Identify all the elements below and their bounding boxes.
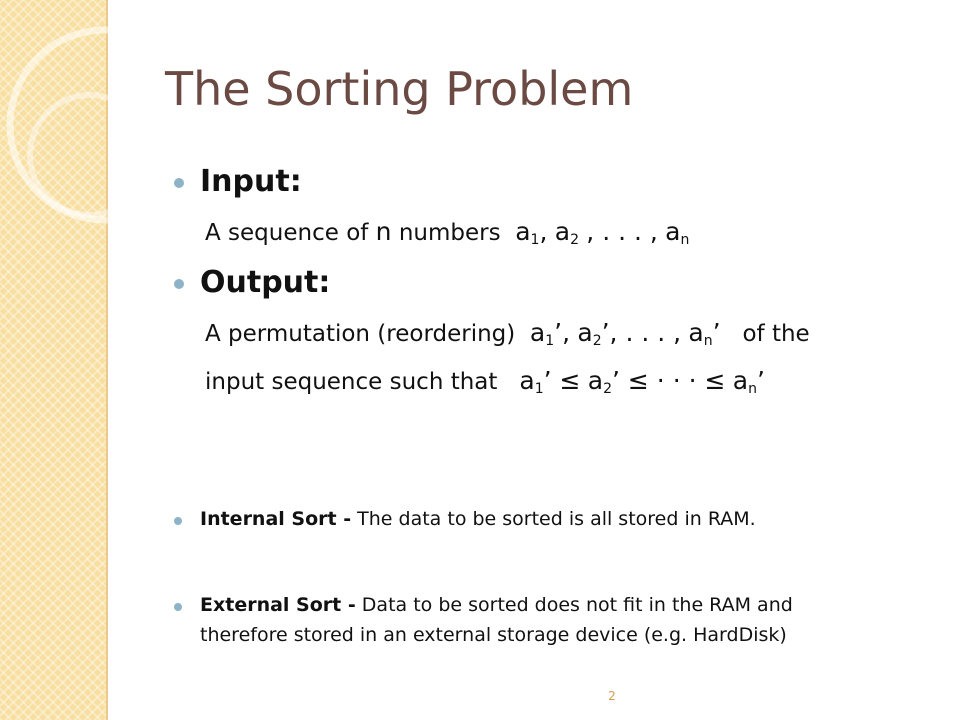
output-c1: $a_1$’ ≤ <box>519 366 581 397</box>
internal-sort-term: Internal Sort - <box>200 508 352 530</box>
output-heading: Output: <box>200 265 331 300</box>
output-description-line1 <box>205 318 810 349</box>
page-number: 2 <box>608 689 616 703</box>
input-heading: Input: <box>200 164 302 199</box>
input-text-prefix: A sequence of <box>205 220 369 246</box>
internal-sort-item <box>200 508 756 530</box>
slide-title: The Sorting Problem <box>165 62 634 116</box>
output-bn: $a_n$’ <box>688 318 721 349</box>
output-line1-prefix: A permutation (reordering) <box>205 321 516 347</box>
output-b1: $a_1$’, <box>529 318 571 349</box>
output-line1-suffix: of the <box>742 321 810 347</box>
input-a1: $a_1$ <box>515 217 540 248</box>
output-cn: $a_n$’ <box>732 366 765 397</box>
external-sort-term: External Sort - <box>200 594 356 616</box>
input-ellipsis: , . . . , <box>586 217 658 246</box>
external-sort-definition-line2: therefore stored in an external storage device (e.g. HardDisk) <box>200 624 787 646</box>
input-an: $a_n$ <box>665 217 690 248</box>
decorative-circles <box>0 0 200 300</box>
internal-sort-definition: The data to be sorted is all stored in RAM. <box>357 508 756 530</box>
external-sort-definition-line1: Data to be sorted does not fit in the RAM and <box>361 594 793 616</box>
output-line2-prefix: input sequence such that <box>205 369 498 395</box>
output-b2: $a_2$’, . . . , <box>577 318 682 349</box>
input-description <box>205 217 689 248</box>
input-n-variable: n <box>375 217 392 246</box>
output-c2: $a_2$’ ≤ · · · ≤ <box>587 366 726 397</box>
input-text-mid: numbers <box>398 220 501 246</box>
external-sort-item <box>200 594 793 616</box>
bullet-output <box>174 279 184 289</box>
small-circle-outline <box>30 95 150 215</box>
input-a2: $a_2$ <box>554 217 579 248</box>
bullet-input <box>174 178 184 188</box>
bullet-external-sort <box>174 603 182 611</box>
input-sep: , <box>539 217 548 246</box>
output-description-line2 <box>205 366 765 397</box>
bullet-internal-sort <box>174 517 182 525</box>
